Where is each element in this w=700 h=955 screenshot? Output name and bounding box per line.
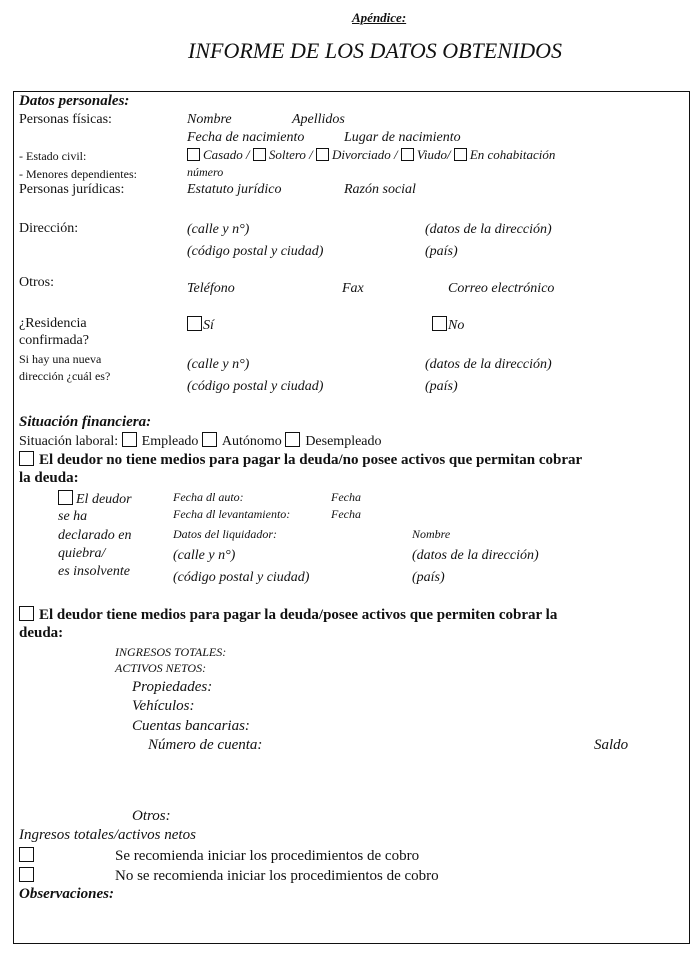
others-label: Otros: — [19, 275, 54, 290]
civil-divorced-option[interactable]: Divorciado / — [316, 147, 398, 162]
bank-accounts-label: Cuentas bancarias: — [132, 718, 250, 734]
company-name-label: Razón social — [344, 182, 416, 197]
checkbox-icon[interactable] — [19, 451, 34, 466]
physical-persons-label: Personas físicas: — [19, 112, 112, 127]
lift-date-label: Fecha dl levantamiento: — [173, 507, 291, 521]
has-means-option[interactable]: El deudor tiene medios para pagar la deuda/posee activos que permiten cobrar la — [19, 606, 557, 624]
liquidator-street-field: (calle y n°) — [173, 548, 236, 563]
residence-no-option[interactable]: No — [432, 316, 464, 334]
legal-persons-label: Personas jurídicas: — [19, 182, 125, 197]
checkbox-icon[interactable] — [122, 432, 137, 447]
has-means-line2: deuda: — [19, 625, 64, 641]
appendix-label: Apéndice: — [352, 10, 407, 25]
net-assets-label: ACTIVOS NETOS: — [115, 661, 207, 675]
self-employed-option[interactable]: Autónomo — [202, 434, 282, 449]
checkbox-icon[interactable] — [19, 867, 34, 882]
civil-single-option[interactable]: Soltero / — [253, 147, 313, 162]
lift-date-field: Fecha — [331, 507, 361, 521]
new-address-label-line1: Si hay una nueva — [19, 352, 102, 366]
personal-data-heading: Datos personales: — [19, 93, 130, 109]
checkbox-icon[interactable] — [253, 148, 266, 161]
new-address-data-field: (datos de la dirección) — [425, 357, 552, 372]
phone-field: Teléfono — [187, 281, 235, 296]
liquidator-postal-city-field: (código postal y ciudad) — [173, 570, 310, 585]
vehicles-label: Vehículos: — [132, 698, 195, 714]
checkbox-icon[interactable] — [202, 432, 217, 447]
not-recommend-label: No se recomienda iniciar los procedimientos de cobro — [115, 868, 439, 884]
order-date-field: Fecha — [331, 490, 361, 504]
checkbox-icon[interactable] — [316, 148, 329, 161]
new-postal-city-field: (código postal y ciudad) — [187, 379, 324, 394]
residence-label-line1: ¿Residencia — [19, 316, 87, 331]
recommend-option[interactable] — [19, 847, 34, 865]
dependents-label: - Menores dependientes: — [19, 167, 137, 181]
street-field: (calle y n°) — [187, 222, 250, 237]
liquidator-name-field: Nombre — [412, 527, 451, 541]
not-recommend-option[interactable] — [19, 867, 34, 885]
observations-label: Observaciones: — [19, 886, 114, 902]
surname-label: Apellidos — [292, 112, 345, 127]
financial-heading: Situación financiera: — [19, 414, 152, 430]
residence-yes-option[interactable]: Sí — [187, 316, 214, 334]
new-street-field: (calle y n°) — [187, 357, 250, 372]
address-label: Dirección: — [19, 221, 79, 236]
bankrupt-line4: quiebra/ — [58, 546, 106, 561]
recommend-label: Se recomienda iniciar los procedimientos de cobro — [115, 848, 420, 864]
fax-field: Fax — [342, 281, 364, 296]
new-country-field: (país) — [425, 379, 458, 394]
checkbox-icon[interactable] — [187, 148, 200, 161]
account-number-label: Número de cuenta: — [148, 737, 263, 753]
unemployed-option[interactable]: Desempleado — [285, 434, 381, 449]
bankrupt-line5: es insolvente — [58, 564, 130, 579]
address-data-field: (datos de la dirección) — [425, 222, 552, 237]
bankrupt-line3: declarado en — [58, 528, 132, 543]
legal-status-label: Estatuto jurídico — [187, 182, 282, 197]
employed-option[interactable]: Empleado — [122, 434, 199, 449]
checkbox-icon[interactable] — [19, 847, 34, 862]
checkbox-icon[interactable] — [187, 316, 202, 331]
civil-married-option[interactable]: Casado / — [187, 147, 250, 162]
liquidator-address-data-field: (datos de la dirección) — [412, 548, 539, 563]
no-means-option[interactable]: El deudor no tiene medios para pagar la deuda/no posee activos que permitan cobrar — [19, 451, 582, 469]
new-address-label-line2: dirección ¿cuál es? — [19, 369, 111, 383]
bankrupt-line2: se ha — [58, 509, 88, 524]
civil-cohabitation-option[interactable]: En cohabitación — [454, 147, 556, 162]
country-field: (país) — [425, 244, 458, 259]
other-assets-label: Otros: — [132, 808, 171, 824]
checkbox-icon[interactable] — [58, 490, 73, 505]
dependents-value: número — [187, 165, 224, 179]
email-field: Correo electrónico — [448, 281, 555, 296]
bankrupt-option[interactable]: El deudor — [58, 490, 132, 508]
liquidator-label: Datos del liquidador: — [173, 527, 277, 541]
no-means-line2: la deuda: — [19, 470, 79, 486]
civil-status-options — [187, 147, 555, 163]
liquidator-country-field: (país) — [412, 570, 445, 585]
civil-widowed-option[interactable]: Viudo/ — [401, 147, 451, 162]
checkbox-icon[interactable] — [19, 606, 34, 621]
balance-label: Saldo — [594, 737, 629, 753]
civil-status-label: - Estado civil: — [19, 149, 87, 163]
checkbox-icon[interactable] — [454, 148, 467, 161]
employment-label: Situación laboral: — [19, 434, 119, 449]
total-income-label: INGRESOS TOTALES: — [115, 645, 227, 659]
birth-date-label: Fecha de nacimiento — [187, 130, 305, 145]
name-label: Nombre — [187, 112, 232, 127]
order-date-label: Fecha dl auto: — [173, 490, 244, 504]
employment-row — [19, 432, 382, 450]
page-title: INFORME DE LOS DATOS OBTENIDOS — [188, 38, 562, 63]
residence-label-line2: confirmada? — [19, 333, 89, 348]
checkbox-icon[interactable] — [432, 316, 447, 331]
income-assets-label: Ingresos totales/activos netos — [19, 827, 196, 843]
postal-city-field: (código postal y ciudad) — [187, 244, 324, 259]
properties-label: Propiedades: — [132, 679, 213, 695]
checkbox-icon[interactable] — [401, 148, 414, 161]
checkbox-icon[interactable] — [285, 432, 300, 447]
birth-place-label: Lugar de nacimiento — [344, 130, 461, 145]
